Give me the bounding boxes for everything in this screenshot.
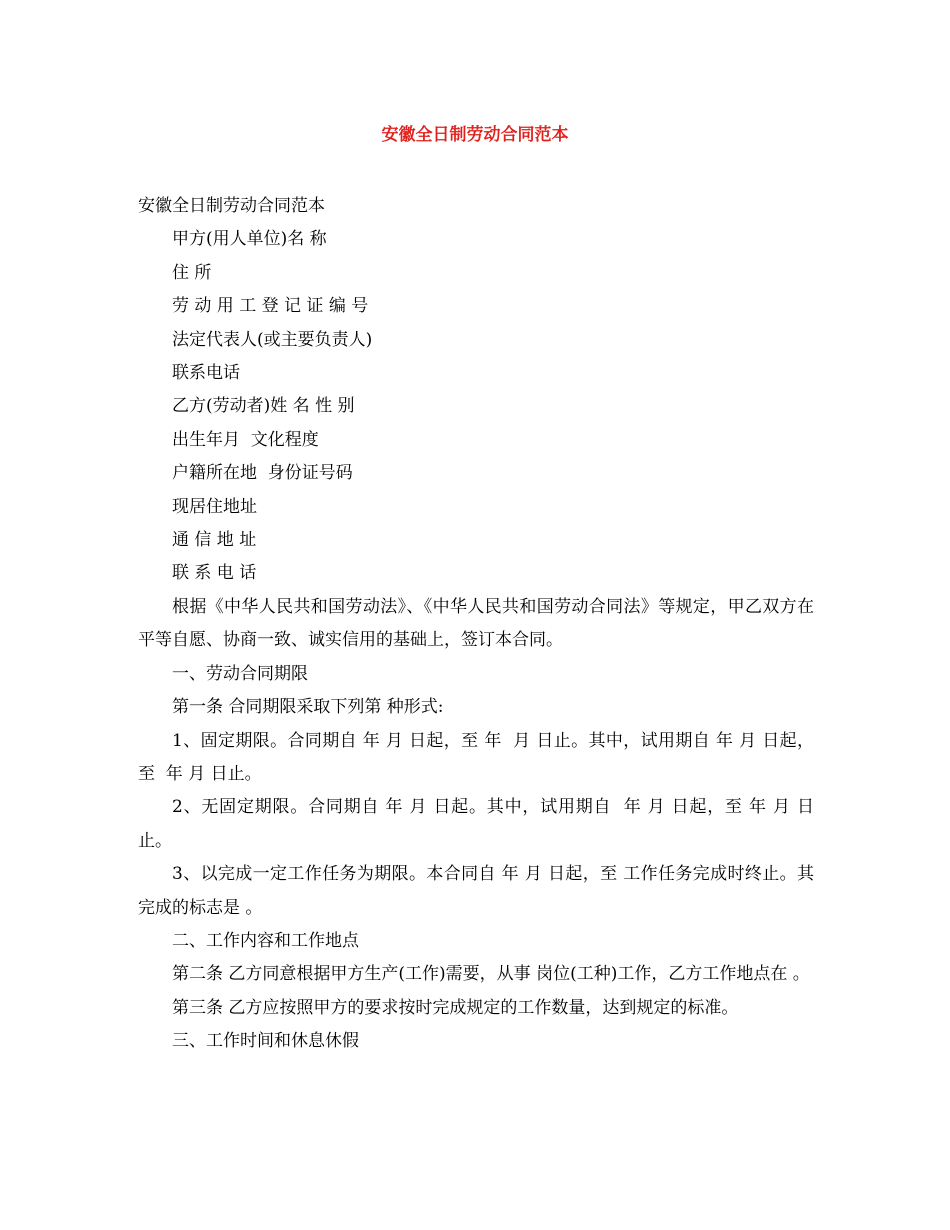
section-heading: 三、工作时间和休息休假 xyxy=(172,1031,359,1052)
field-party-a-name: 甲方(用人单位)名 称 xyxy=(172,229,327,250)
section-heading: 二、工作内容和工作地点 xyxy=(172,930,359,951)
field-labor-registration-number: 劳 动 用 工 登 记 证 编 号 xyxy=(172,296,369,317)
field-party-a-address: 住 所 xyxy=(172,262,212,283)
article-3: 第三条 乙方应按照甲方的要求按时完成规定的工作数量，达到规定的标准。 xyxy=(172,997,739,1018)
field-legal-representative: 法定代表人(或主要负责人) xyxy=(172,329,373,350)
paragraph-preamble: 根据《中华人民共和国劳动法》、《中华人民共和国劳动合同法》等规定，甲乙双方在平等自愿、协商一致、诚实信用的基础上，签订本合同。 xyxy=(138,596,814,651)
article-2: 第二条 乙方同意根据甲方生产(工作)需要，从事 岗位(工种)工作，乙方工作地点在 。 xyxy=(172,964,810,985)
paragraph-heading: 安徽全日制劳动合同范本 xyxy=(138,196,325,216)
clause-task-based: 3、以完成一定工作任务为期限。本合同自 年 月 日起，至 工作任务完成时终止。其完成的标志是 。 xyxy=(138,864,814,918)
clause-open-ended: 2、无固定期限。合同期自 年 月 日起。其中，试用期自 年 月 日起，至 年 月 日止。 xyxy=(138,797,814,851)
field-mailing-address: 通 信 地 址 xyxy=(172,530,257,551)
field-party-b-name-gender: 乙方(劳动者)姓 名 性 别 xyxy=(172,396,355,417)
document-body xyxy=(138,190,814,1059)
page-title: 安徽全日制劳动合同范本 xyxy=(381,125,569,145)
field-current-address: 现居住地址 xyxy=(172,496,257,517)
field-birth-education: 出生年月 文化程度 xyxy=(172,429,319,450)
field-party-b-phone: 联 系 电 话 xyxy=(172,563,257,584)
clause-fixed-term: 1、固定期限。合同期自 年 月 日起，至 年 月 日止。其中，试用期自 年 月 日起，至 年 月 日止。 xyxy=(138,730,814,784)
section-heading: 一、劳动合同期限 xyxy=(172,663,308,684)
article-1: 第一条 合同期限采取下列第 种形式: xyxy=(172,697,444,718)
field-party-a-phone: 联系电话 xyxy=(172,363,240,384)
field-household-id: 户籍所在地 身份证号码 xyxy=(172,463,353,484)
